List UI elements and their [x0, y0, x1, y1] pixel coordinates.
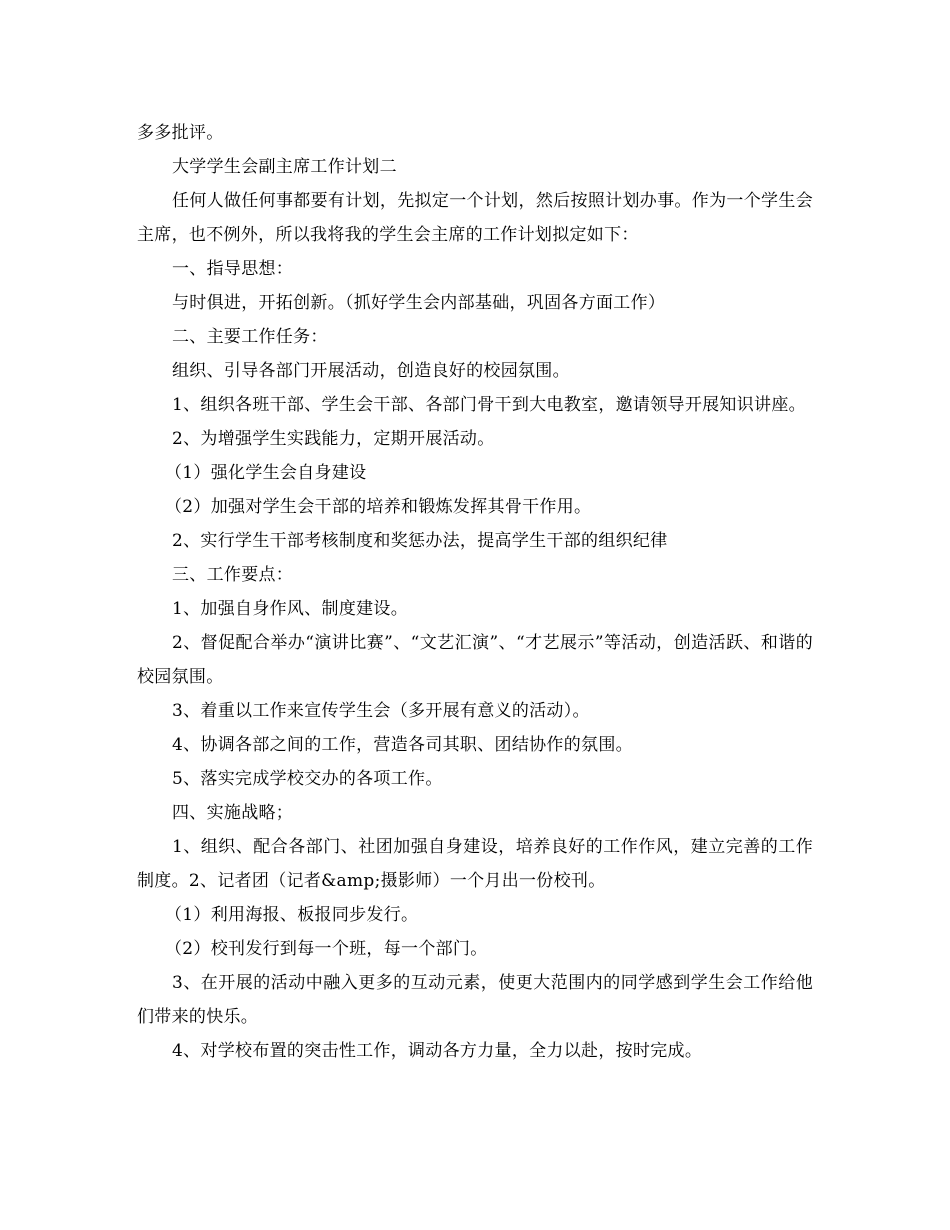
section-heading: 四、实施战略； — [172, 803, 294, 823]
list-item: 1、加强自身作风、制度建设。 — [172, 599, 409, 619]
sub-list-item: （2）校刊发行到每一个班，每一个部门。 — [165, 939, 488, 959]
list-item: 2、为增强学生实践能力，定期开展活动。 — [172, 429, 495, 449]
section-title: 大学学生会副主席工作计划二 — [172, 157, 397, 177]
section-heading: 三、工作要点： — [172, 565, 294, 585]
list-item: 4、协调各部之间的工作，营造各司其职、团结协作的氛围。 — [172, 735, 633, 755]
list-item: 5、落实完成学校交办的各项工作。 — [172, 769, 443, 789]
paragraph: 与时俱进，开拓创新。（抓好学生会内部基础，巩固各方面工作） — [172, 293, 666, 313]
document-body — [137, 116, 813, 1068]
paragraph: 组织、引导各部门开展活动，创造良好的校园氛围。 — [172, 361, 570, 381]
sub-list-item: （2）加强对学生会干部的培养和锻炼发挥其骨干作用。 — [165, 497, 592, 517]
list-item: 3、着重以工作来宣传学生会（多开展有意义的活动）。 — [172, 701, 590, 721]
paragraph: 多多批评。 — [137, 123, 224, 143]
section-heading: 一、指导思想： — [172, 259, 294, 279]
list-item: 1、组织、配合各部门、社团加强自身建设，培养良好的工作作风，建立完善的工作制度。2、记者团（记者&amp;摄影师）一个月出一份校刊。 — [137, 837, 813, 891]
list-item: 2、实行学生干部考核制度和奖惩办法，提高学生干部的组织纪律 — [172, 531, 668, 551]
list-item: 4、对学校布置的突击性工作，调动各方力量，全力以赴，按时完成。 — [172, 1041, 703, 1061]
sub-list-item: （1）利用海报、板报同步发行。 — [165, 905, 419, 925]
section-heading: 二、主要工作任务： — [172, 327, 328, 347]
list-item: 2、督促配合举办“演讲比赛”、“文艺汇演”、“才艺展示”等活动，创造活跃、和谐的校园氛围。 — [137, 633, 813, 687]
sub-list-item: （1）强化学生会自身建设 — [165, 463, 367, 483]
list-item: 3、在开展的活动中融入更多的互动元素，使更大范围内的同学感到学生会工作给他们带来的快乐。 — [137, 973, 813, 1027]
list-item: 1、组织各班干部、学生会干部、各部门骨干到大电教室，邀请领导开展知识讲座。 — [172, 395, 806, 415]
paragraph: 任何人做任何事都要有计划，先拟定一个计划，然后按照计划办事。作为一个学生会主席，也不例外，所以我将我的学生会主席的工作计划拟定如下： — [137, 191, 813, 245]
